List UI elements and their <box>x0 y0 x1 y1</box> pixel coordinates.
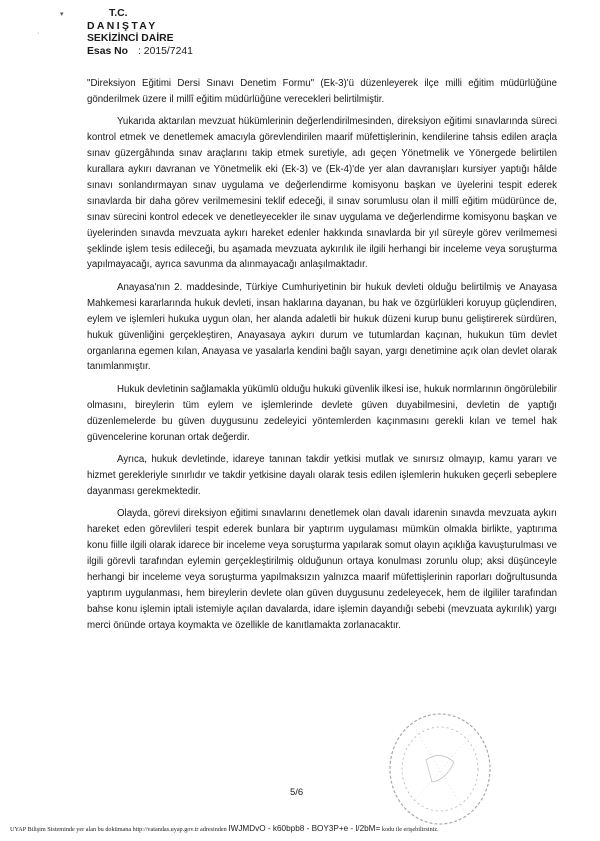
footer-suffix: kodu ile erişebilirsiniz. <box>381 826 439 833</box>
document-body <box>87 76 557 640</box>
scan-mark: · <box>37 30 40 37</box>
paragraph: Olayda, görevi direksiyon eğitimi sınavlarını denetlemek olan davalı idarenin sınavda mevzuata aykırı hareket eden görevlileri tespit ederek bunlara bir yaptırım uygulaması mümkün olmakla birlikte, yaptırıma konu fiille ilgili olarak idarece bir inceleme veya soruşturma yapılarak somut olayın açıklığa kavuşturulması ve ilgili görevli tarafından eylemin gerçekleştirilmiş olduğunun ortaya konulması zorunlu olup; aksi düşünceyle herhangi bir inceleme veya soruşturma yapılmaksızın yalnızca maarif müfettişlerinin raporları doğrultusunda yaptırım uygulanması, hem bireylerin devlete olan güven duygusunu zedeleyecek, hem de ilgililer tarafından bahse konu işlemin iptali istemiyle açılan davalarda, idare işlemin dayandığı sebebi (mevzuata aykırılık) yargı merci önünde ortaya koymakta ve özellikle de kanıtlamakta zorlanacaktır. <box>87 508 557 631</box>
verification-code: IWJMDvO - k60bpb8 - BOY3P+e - l/2bM= <box>228 824 381 833</box>
court-name: DANIŞTAY <box>87 20 158 32</box>
paragraph: Hukuk devletinin sağlamakla yükümlü olduğu hukuki güvenlik ilkesi ise, hukuk normlarının öngörülebilir olmasını, bireylerin tüm eylem ve işlemlerinde devlete güven duyabilmesini, devletin de yaptığı düzenlemelerde bu güven duygusunu zedeleyici yöntemlerden kaçınmasını gerekli kılan ve temel hak güvencelerine korunan ortak değerdir. <box>87 383 557 443</box>
paragraph: Anayasa'nın 2. maddesinde, Türkiye Cumhuriyetinin bir hukuk devleti olduğu belirtilmiş ve Anayasa Mahkemesi kararlarında hukuk devleti, insan haklarına dayanan, bu hak ve özgürlükleri koruyup güçlendiren, eylem ve işlemleri hukuka uygun olan, her alanda adaletli bir hukuk düzeni kurup bunu geliştirerek sürdüren, hukuk güvenliğini gerçekleştiren, Anayasaya aykırı durum ve tutumlardan kaçınan, hukukun tüm devlet organlarına egemen kılan, Anayasa ve yasalarla kendini bağlı sayan, yargı denetimine açık olan devlet olarak tanımlanmıştır. <box>87 281 557 373</box>
paragraph: Yukarıda aktarılan mevzuat hükümlerinin değerlendirilmesinden, direksiyon eğitimi sınavlarında süreci kontrol etmek ve denetlemek amacıyla görevlendirilen maarif müfettişlerinin, kendilerine tahsis edilen araçla sınav güzergâhında sınav araçlarını takip etmek suretiyle, adı geçen Yönetmelik ve Yönergede belirtilen kurallara aykırı davranan ve Yönetmelik eki (Ek-3) ve (Ek-4)'de yer alan davranışları kursiyer yaptığı hâlde sınavı sonlandırmayan sınav uygulama ve değerlendirme komisyonu başkan ve üyelerini tespit ederek sınavlarda bir daha görev verilmemesini teklif edeceği, il sınav sorumlusu olan il millî eğitim müdürünce de, sınav sürecini kontrol edecek ve denetleyecekler ile sınav uygulama ve değerlendirme komisyonu başkan ve üyelerinden sınavda mevzuata aykırı hareket edenler hakkında sınavlarda bir yıl süreyle görev verilmemesi şeklinde işlem tesis edileceği, bu aşamada mevzuata aykırılık ile ilgili herhangi bir inceleme veya soruşturma yapılmayacağı, ayrıca savunma da alınmayacağı anlaşılmaktadır. <box>87 116 557 271</box>
scan-mark: ▾ <box>60 11 64 18</box>
tc-label: T.C. <box>109 8 128 19</box>
esas-value: : 2015/7241 <box>138 45 193 57</box>
document-header <box>87 8 193 58</box>
case-number <box>87 46 193 59</box>
paragraph: Ayrıca, hukuk devletinde, idareye tanınan takdir yetkisi mutlak ve sınırsız olmayıp, kamu yararı ve hizmet gerekleriyle sınırlıdır ve takdir yetkisine dayalı olarak tesis edilen işlemlerin hukuken geçerli sebeplere dayanması gerekmektedir. <box>87 453 557 497</box>
esas-label: Esas No <box>87 45 129 57</box>
paragraph: "Direksiyon Eğitimi Dersi Sınavı Denetim Formu" (Ek-3)'ü düzenleyerek ilçe milli eğitim müdürlüğüne gönderilmek üzere il millî eğitim müdürlüğüne verecekleri belirtilmiştir. <box>87 78 557 105</box>
footer-text: UYAP Bilişim Sisteminde yer alan bu dokümana http://vatandas.uyap.gov.tr adresinden <box>10 826 227 833</box>
official-seal <box>386 710 494 828</box>
chamber-name: SEKİZİNCİ DAİRE <box>87 33 174 44</box>
footer <box>10 824 600 833</box>
page-number: 5/6 <box>290 787 304 798</box>
